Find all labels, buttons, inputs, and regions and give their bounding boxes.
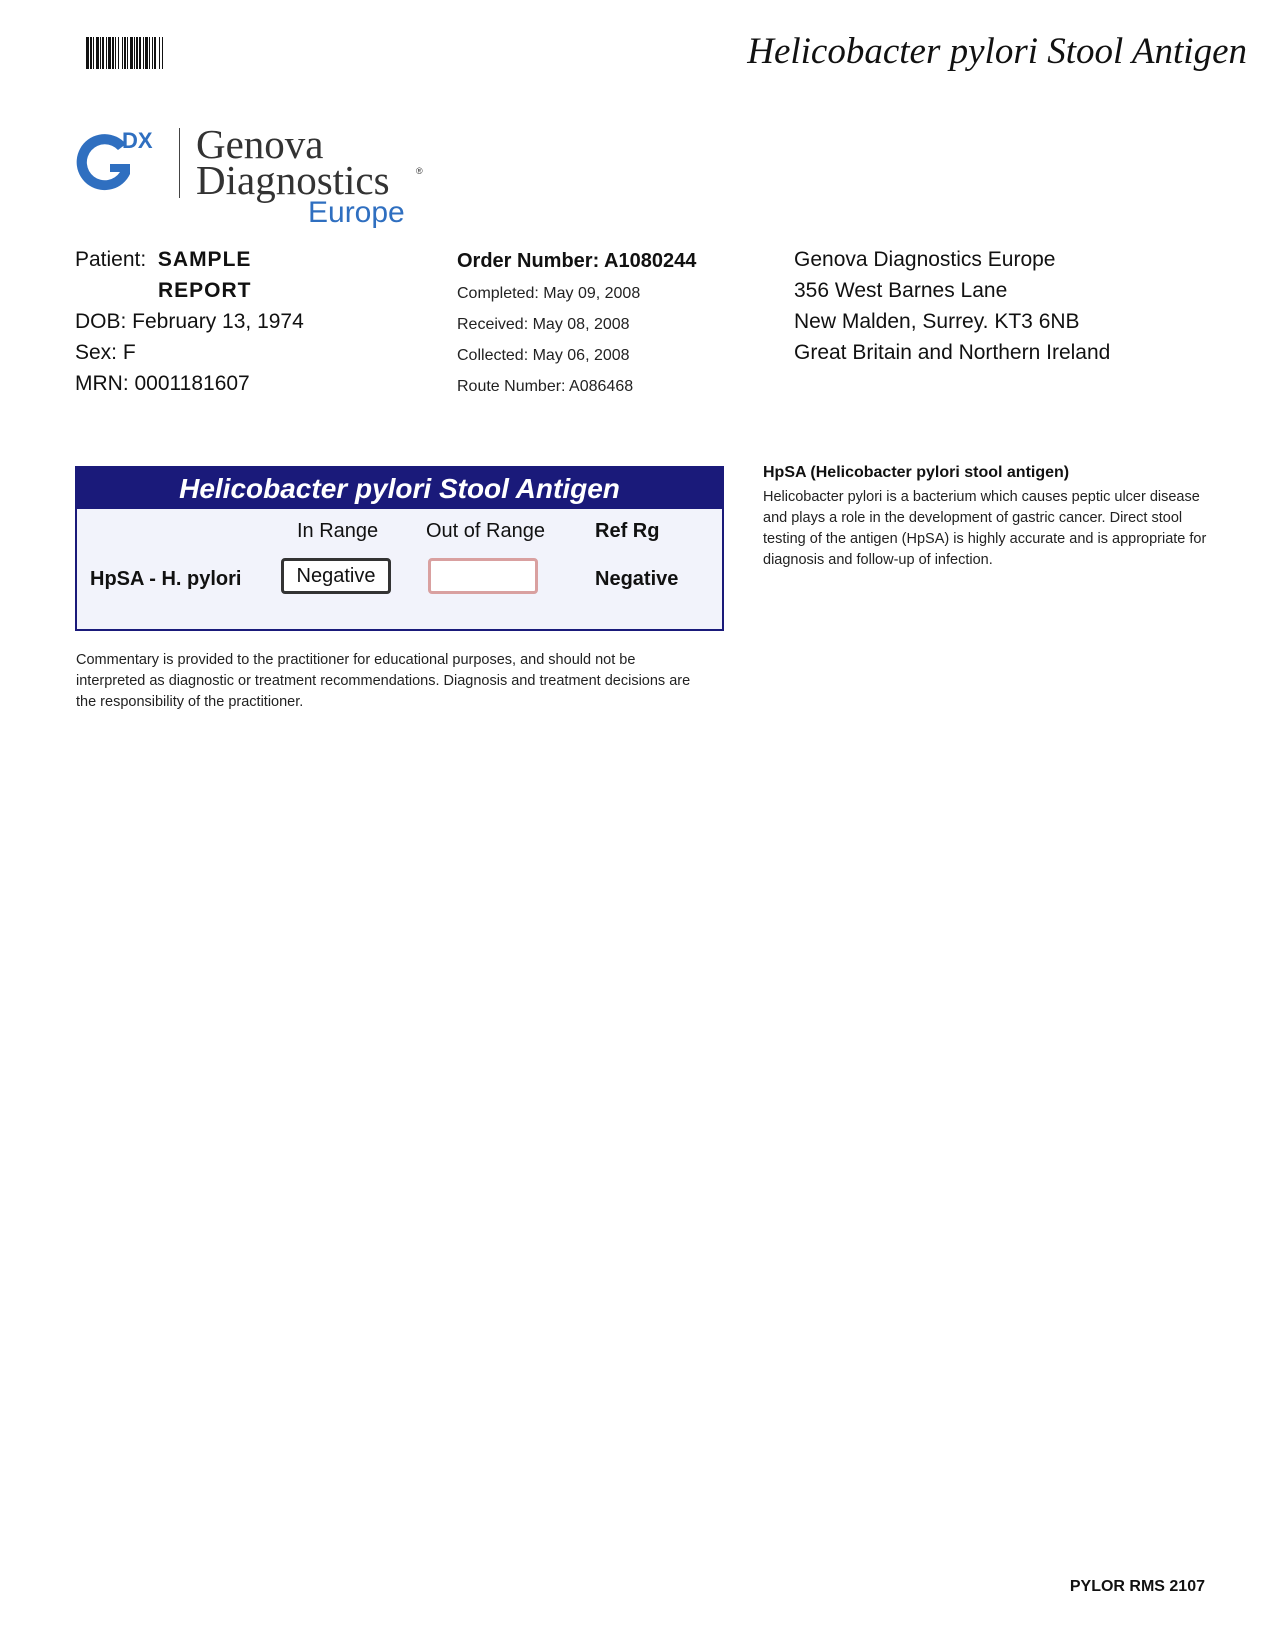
report-title: Helicobacter pylori Stool Antigen	[747, 31, 1247, 72]
barcode-bar	[130, 37, 133, 69]
results-panel	[75, 466, 724, 631]
barcode-bar	[136, 37, 138, 69]
barcode-bar	[139, 37, 141, 69]
lab-city: New Malden, Surrey. KT3 6NB	[794, 310, 1080, 333]
patient-name-first: SAMPLE	[157, 248, 252, 271]
results-panel-header	[77, 468, 722, 509]
barcode-bar	[159, 37, 160, 69]
logo-dx-text: DX	[122, 128, 153, 153]
genova-logo-mark	[74, 128, 170, 198]
order-number: Order Number: A1080244	[457, 250, 697, 272]
received-date: Received: May 08, 2008	[457, 316, 630, 333]
patient-line	[75, 248, 251, 272]
column-header-out-of-range: Out of Range	[426, 520, 545, 542]
barcode-bar	[115, 37, 116, 69]
lab-street: 356 West Barnes Lane	[794, 279, 1008, 302]
barcode-bar	[96, 37, 99, 69]
route-number: Route Number: A086468	[457, 378, 634, 395]
patient-label: Patient:	[75, 248, 147, 271]
barcode-bar	[106, 37, 107, 69]
barcode-bar	[102, 37, 104, 69]
patient-dob: DOB: February 13, 1974	[75, 310, 304, 333]
reference-range-value: Negative	[595, 568, 679, 590]
commentary-disclaimer: Commentary is provided to the practitioner for educational purposes, and should not be interpreted as diagnostic or treatment recommendations. Diagnosis and treatment decisions are the responsibility of the practitioner.	[76, 652, 691, 710]
barcode-bar	[93, 37, 94, 69]
barcode-bar	[100, 37, 101, 69]
info-body: Helicobacter pylori is a bacterium which causes peptic ulcer disease and plays a role in the development of gastric cancer. Direct stool testing of the antigen (HpSA) is highly accurate and is appropriate for diagnosis and follow-up of infection.	[763, 489, 1207, 568]
lab-country: Great Britain and Northern Ireland	[794, 341, 1111, 364]
barcode-bar	[124, 37, 126, 69]
patient-sex: Sex: F	[75, 341, 136, 364]
barcode-bar	[134, 37, 135, 69]
barcode-bar	[122, 37, 123, 69]
logo-diagnostics: Diagnostics	[196, 157, 390, 203]
barcode-bar	[112, 37, 114, 69]
barcode-bar	[118, 37, 119, 69]
barcode-bar	[149, 37, 150, 69]
out-of-range-result-box	[428, 558, 538, 594]
barcode-bar	[90, 37, 92, 69]
barcode-bar	[108, 37, 111, 69]
logo-registered-mark: ®	[416, 166, 423, 176]
barcode-bar	[152, 37, 153, 69]
logo-genova: Genova	[196, 121, 324, 167]
logo-divider	[179, 128, 180, 198]
results-panel-title: Helicobacter pylori Stool Antigen	[179, 473, 620, 504]
lab-name: Genova Diagnostics Europe	[794, 248, 1056, 271]
barcode-bar	[162, 37, 163, 69]
footer-form-code: PYLOR RMS 2107	[1069, 1578, 1205, 1595]
barcode-bar	[143, 37, 144, 69]
barcode-bar	[127, 37, 128, 69]
completed-date: Completed: May 09, 2008	[457, 285, 641, 302]
barcode-bar	[86, 37, 89, 69]
collected-date: Collected: May 06, 2008	[457, 347, 630, 364]
in-range-result-box: Negative	[281, 558, 391, 594]
column-header-in-range: In Range	[297, 520, 379, 542]
column-header-ref-range: Ref Rg	[595, 520, 660, 542]
logo-europe: Europe	[308, 196, 405, 229]
barcode	[86, 37, 240, 69]
barcode-bar	[145, 37, 148, 69]
patient-name-second: REPORT	[158, 279, 252, 302]
info-heading: HpSA (Helicobacter pylori stool antigen)	[763, 464, 1070, 481]
barcode-bar	[154, 37, 156, 69]
analyte-name: HpSA - H. pylori	[90, 568, 242, 590]
patient-mrn: MRN: 0001181607	[75, 372, 250, 395]
